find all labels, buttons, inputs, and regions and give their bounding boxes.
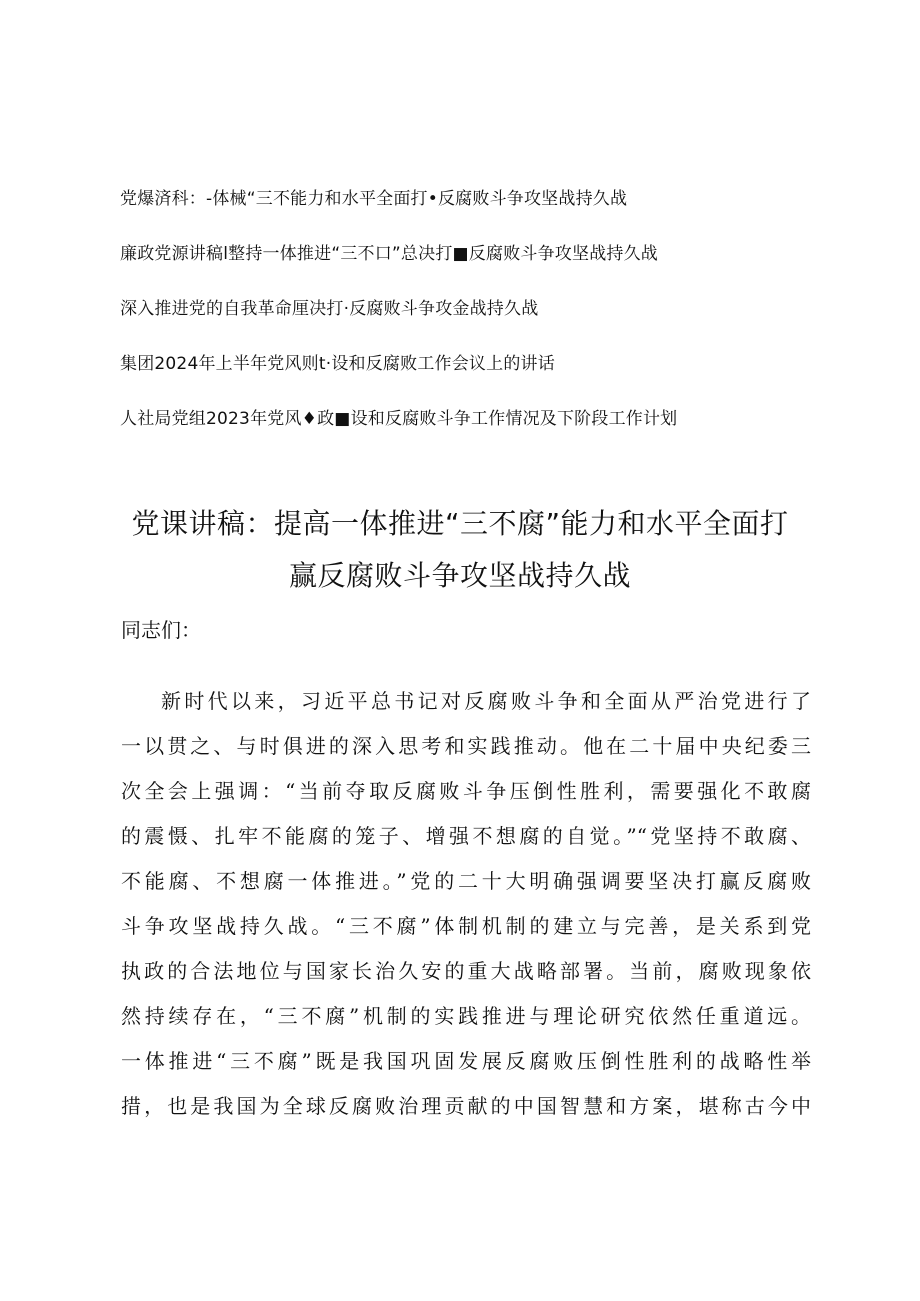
related-article-link[interactable]: 党爆済科：-体械“三不能力和水平全面打•反腐败斗争攻坚战持久战 [120, 189, 628, 209]
article-title [110, 498, 810, 602]
related-article-link[interactable]: 深入推进党的自我革命厘决打·反腐败斗争攻金战持久战 [120, 299, 539, 319]
body-line: 斗争攻坚战持久战。“三不腐”体制机制的建立与完善，是关系到党 [121, 914, 811, 938]
body-line: 的震慑、扎牢不能腐的笼子、增强不想腐的自觉。”“党坚持不敢腐、 [121, 824, 811, 848]
related-articles-list [120, 188, 820, 463]
body-line: 一体推进“三不腐”既是我国巩固发展反腐败压倒性胜利的战略性举 [121, 1049, 811, 1073]
body-line: 不能腐、不想腐一体推进。”党的二十大明确强调要坚决打赢反腐败 [121, 869, 811, 893]
body-line: 次全会上强调：“当前夺取反腐败斗争压倒性胜利，需要强化不敢腐 [121, 779, 811, 803]
article-title-line-2: 赢反腐败斗争攻坚战持久战 [288, 559, 631, 592]
body-line: 一以贯之、与时俱进的深入思考和实践推动。他在二十届中央纪委三 [121, 734, 811, 758]
article-greeting: 同志们： [121, 618, 201, 642]
body-line: 措，也是我国为全球反腐败治理贡献的中国智慧和方案，堪称古今中 [121, 1094, 811, 1118]
body-line: 执政的合法地位与国家长治久安的重大战略部署。当前，腐败现象依 [121, 959, 811, 983]
related-article-link[interactable]: 人社局党组2023年党风♦政■设和反腐败斗争工作情况及下阶段工作计划 [120, 409, 678, 429]
body-line: 然持续存在，“三不腐”机制的实践推进与理论研究依然任重道远。 [121, 1004, 811, 1028]
article-body [121, 679, 811, 1129]
article-title-line-1: 党课讲稿：提高一体推进“三不腐”能力和水平全面打 [131, 507, 789, 540]
related-article-link[interactable]: 廉政党源讲稿l整持一体推进“三不口”总决打■反腐败斗争攻坚战持久战 [120, 244, 658, 264]
related-article-link[interactable]: 集团2024年上半年党风则t·设和反腐败工作会议上的讲话 [120, 354, 555, 374]
body-line: 新时代以来，习近平总书记对反腐败斗争和全面从严治党进行了 [161, 689, 811, 713]
